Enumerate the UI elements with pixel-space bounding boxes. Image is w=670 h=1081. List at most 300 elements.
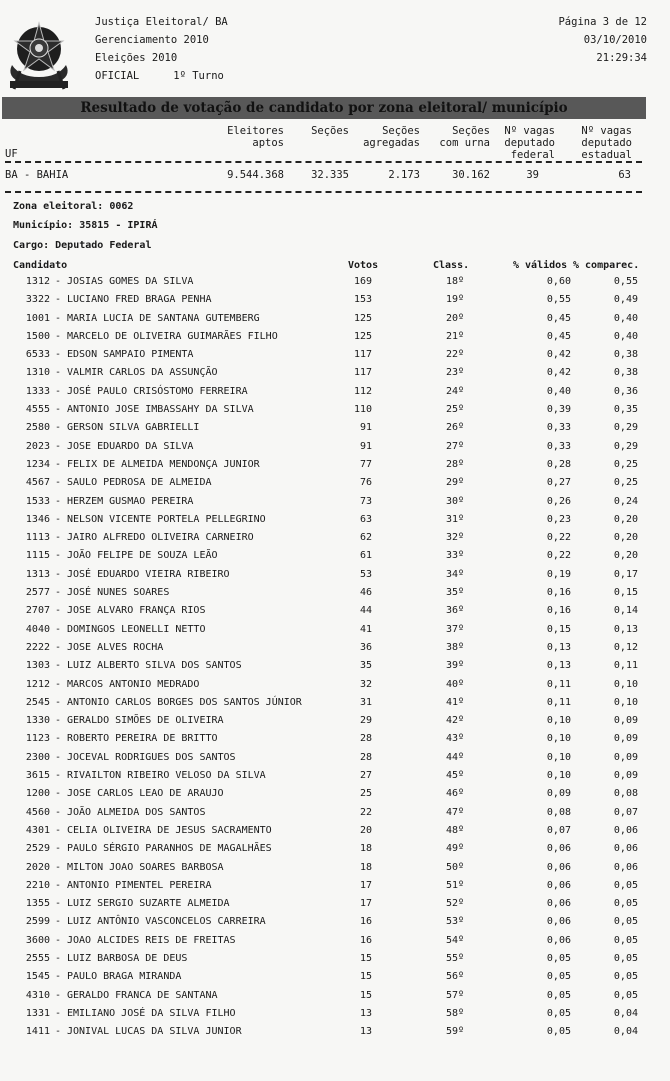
candidate-turnout-pct: 0,12 xyxy=(613,641,638,653)
candidate-votes: 117 xyxy=(353,367,372,379)
candidate-name: MARCOS ANTONIO MEDRADO xyxy=(67,678,200,690)
separator-dash: - xyxy=(55,605,62,617)
table-row xyxy=(0,349,670,367)
candidate-votes: 18 xyxy=(359,861,372,873)
candidate-number: 3600 xyxy=(25,934,50,946)
candidate-number: 2555 xyxy=(25,952,50,964)
candidate-rank: 46º xyxy=(445,788,464,800)
candidate-name: JOSE ALVES ROCHA xyxy=(67,641,164,653)
candidate-turnout-pct: 0,05 xyxy=(613,989,638,1001)
candidate-rank: 37º xyxy=(445,623,464,635)
summary-secoes: 32.335 xyxy=(311,169,349,181)
candidate-number: 1545 xyxy=(25,971,50,983)
candidate-number: 2707 xyxy=(25,605,50,617)
separator-dash: - xyxy=(55,861,62,873)
candidate-name: MARIA LUCIA DE SANTANA GUTEMBERG xyxy=(67,312,260,324)
candidate-turnout-pct: 0,29 xyxy=(613,440,638,452)
table-row xyxy=(0,587,670,605)
coat-of-arms-emblem xyxy=(2,15,76,93)
separator-dash: - xyxy=(55,788,62,800)
separator-dash: - xyxy=(55,294,62,306)
candidate-number: 2580 xyxy=(25,422,50,434)
official-line xyxy=(95,67,228,85)
candidate-number: 1310 xyxy=(25,367,50,379)
table-row xyxy=(0,880,670,898)
table-row xyxy=(0,916,670,934)
candidate-valid-pct: 0,06 xyxy=(546,843,571,855)
candidate-valid-pct: 0,19 xyxy=(546,568,571,580)
candidate-name: JOSÉ EDUARDO VIEIRA RIBEIRO xyxy=(67,568,230,580)
candidate-rank: 54º xyxy=(445,934,464,946)
candidate-name: ANTONIO PIMENTEL PEREIRA xyxy=(67,879,212,891)
candidate-votes: 31 xyxy=(359,696,372,708)
candidate-number: 1500 xyxy=(25,330,50,342)
candidate-number: 1533 xyxy=(25,495,50,507)
candidate-turnout-pct: 0,10 xyxy=(613,678,638,690)
separator-dash: - xyxy=(55,806,62,818)
candidate-votes: 73 xyxy=(359,495,372,507)
candidate-votes: 153 xyxy=(353,294,372,306)
table-row xyxy=(0,386,670,404)
candidate-votes: 22 xyxy=(359,806,372,818)
municipio-label: Município: 35815 - IPIRÁ xyxy=(13,220,158,231)
candidate-number: 1115 xyxy=(25,550,50,562)
candidate-valid-pct: 0,06 xyxy=(546,898,571,910)
candidate-votes: 63 xyxy=(359,513,372,525)
separator-dash: - xyxy=(55,934,62,946)
candidate-number: 1313 xyxy=(25,568,50,580)
candidate-number: 1123 xyxy=(25,733,50,745)
candidate-name: JOÃO ALMEIDA DOS SANTOS xyxy=(67,806,206,818)
table-row xyxy=(0,862,670,880)
candidate-votes: 117 xyxy=(353,349,372,361)
candidate-valid-pct: 0,16 xyxy=(546,605,571,617)
candidate-number: 4567 xyxy=(25,477,50,489)
separator-dash: - xyxy=(55,532,62,544)
candidate-valid-pct: 0,05 xyxy=(546,1007,571,1019)
candidate-name: LUCIANO FRED BRAGA PENHA xyxy=(67,294,212,306)
candidate-valid-pct: 0,13 xyxy=(546,660,571,672)
separator-dash: - xyxy=(55,770,62,782)
separator-dash: - xyxy=(55,1026,62,1038)
separator-dash: - xyxy=(55,843,62,855)
candidate-rank: 38º xyxy=(445,641,464,653)
candidate-votes: 29 xyxy=(359,715,372,727)
separator-dash: - xyxy=(55,623,62,635)
candidate-name: GERSON SILVA GABRIELLI xyxy=(67,422,200,434)
candidate-name: SAULO PEDROSA DE ALMEIDA xyxy=(67,477,212,489)
candidate-votes: 125 xyxy=(353,330,372,342)
candidate-name: ANTONIO CARLOS BORGES DOS SANTOS JÚNIOR xyxy=(67,696,302,708)
candidate-turnout-pct: 0,29 xyxy=(613,422,638,434)
table-row xyxy=(0,422,670,440)
candidate-rank: 44º xyxy=(445,751,464,763)
candidate-name: MARCELO DE OLIVEIRA GUIMARÃES FILHO xyxy=(67,330,278,342)
candidate-rank: 55º xyxy=(445,952,464,964)
candidate-turnout-pct: 0,09 xyxy=(613,733,638,745)
separator-dash: - xyxy=(55,1007,62,1019)
candidate-rank: 29º xyxy=(445,477,464,489)
candidate-rank: 48º xyxy=(445,824,464,836)
candidate-turnout-pct: 0,05 xyxy=(613,971,638,983)
candidate-number: 4040 xyxy=(25,623,50,635)
candidate-turnout-pct: 0,20 xyxy=(613,532,638,544)
candidate-valid-pct: 0,42 xyxy=(546,349,571,361)
candidate-name: JOÃO FELIPE DE SOUZA LEÃO xyxy=(67,550,218,562)
candidate-rank: 24º xyxy=(445,385,464,397)
candidate-valid-pct: 0,22 xyxy=(546,550,571,562)
separator-dash: - xyxy=(55,952,62,964)
separator-dash: - xyxy=(55,733,62,745)
table-row xyxy=(0,367,670,385)
candidate-valid-pct: 0,42 xyxy=(546,367,571,379)
candidate-rank: 40º xyxy=(445,678,464,690)
candidate-name: JOSE CARLOS LEAO DE ARAUJO xyxy=(67,788,224,800)
candidate-votes: 28 xyxy=(359,751,372,763)
candidate-number: 1303 xyxy=(25,660,50,672)
report-date: 03/10/2010 xyxy=(583,34,647,46)
candidate-votes: 91 xyxy=(359,422,372,434)
separator-dash: - xyxy=(55,495,62,507)
candidate-valid-pct: 0,05 xyxy=(546,971,571,983)
candidate-number: 4560 xyxy=(25,806,50,818)
official-label: OFICIAL xyxy=(95,70,140,82)
table-row xyxy=(0,825,670,843)
separator-dash: - xyxy=(55,696,62,708)
candidate-name: NELSON VICENTE PORTELA PELLEGRINO xyxy=(67,513,266,525)
table-row xyxy=(0,459,670,477)
candidate-rank: 23º xyxy=(445,367,464,379)
candidate-valid-pct: 0,39 xyxy=(546,404,571,416)
candidate-name: EMILIANO JOSÉ DA SILVA FILHO xyxy=(67,1007,236,1019)
table-row xyxy=(0,807,670,825)
candidate-votes: 20 xyxy=(359,824,372,836)
candidate-valid-pct: 0,55 xyxy=(546,294,571,306)
candidate-rank: 39º xyxy=(445,660,464,672)
org-name: Justiça Eleitoral/ BA xyxy=(95,16,228,28)
system-name: Gerenciamento 2010 xyxy=(95,34,209,46)
candidate-turnout-pct: 0,04 xyxy=(613,1007,638,1019)
candidate-rank: 45º xyxy=(445,770,464,782)
table-row xyxy=(0,898,670,916)
summary-row xyxy=(0,169,670,183)
summary-agregadas: 2.173 xyxy=(388,169,420,181)
candidate-votes: 36 xyxy=(359,641,372,653)
candidate-votes: 17 xyxy=(359,898,372,910)
col-validos: % válidos xyxy=(513,260,568,271)
candidate-turnout-pct: 0,40 xyxy=(613,330,638,342)
candidate-turnout-pct: 0,40 xyxy=(613,312,638,324)
candidate-valid-pct: 0,05 xyxy=(546,1026,571,1038)
candidate-votes: 76 xyxy=(359,477,372,489)
candidate-valid-pct: 0,10 xyxy=(546,770,571,782)
separator-dash: - xyxy=(55,587,62,599)
candidate-number: 1333 xyxy=(25,385,50,397)
candidate-rank: 33º xyxy=(445,550,464,562)
header-secoes: Seções xyxy=(311,125,349,137)
separator-dash: - xyxy=(55,330,62,342)
candidate-valid-pct: 0,27 xyxy=(546,477,571,489)
candidate-turnout-pct: 0,09 xyxy=(613,770,638,782)
candidate-votes: 35 xyxy=(359,660,372,672)
candidate-number: 2545 xyxy=(25,696,50,708)
candidate-votes: 53 xyxy=(359,568,372,580)
candidate-rank: 49º xyxy=(445,843,464,855)
candidate-rank: 50º xyxy=(445,861,464,873)
candidate-valid-pct: 0,09 xyxy=(546,788,571,800)
table-row xyxy=(0,1008,670,1026)
table-row xyxy=(0,294,670,312)
candidate-name: LUIZ ALBERTO SILVA DOS SANTOS xyxy=(67,660,242,672)
candidate-name: JOSE ALVARO FRANÇA RIOS xyxy=(67,605,206,617)
separator-dash: - xyxy=(55,440,62,452)
candidate-rank: 25º xyxy=(445,404,464,416)
candidate-name: VALMIR CARLOS DA ASSUNÇÃO xyxy=(67,367,218,379)
header-vagas-federal: Nº vagas deputado federal xyxy=(504,125,555,161)
candidate-votes: 41 xyxy=(359,623,372,635)
candidate-name: GERALDO SIMÕES DE OLIVEIRA xyxy=(67,715,224,727)
report-time: 21:29:34 xyxy=(596,52,647,64)
separator-dash: - xyxy=(55,751,62,763)
separator-dash: - xyxy=(55,477,62,489)
candidate-votes: 62 xyxy=(359,532,372,544)
candidate-name: PAULO SÉRGIO PARANHOS DE MAGALHÃES xyxy=(67,843,272,855)
candidate-valid-pct: 0,10 xyxy=(546,733,571,745)
candidate-number: 1001 xyxy=(25,312,50,324)
candidate-votes: 25 xyxy=(359,788,372,800)
table-row xyxy=(0,733,670,751)
candidate-number: 4555 xyxy=(25,404,50,416)
candidate-turnout-pct: 0,13 xyxy=(613,623,638,635)
summary-com-urna: 30.162 xyxy=(452,169,490,181)
header-eleitores: Eleitores aptos xyxy=(227,125,284,149)
candidate-votes: 16 xyxy=(359,916,372,928)
candidate-number: 6533 xyxy=(25,349,50,361)
candidate-number: 4310 xyxy=(25,989,50,1001)
candidate-number: 2300 xyxy=(25,751,50,763)
candidate-votes: 32 xyxy=(359,678,372,690)
col-candidato: Candidato xyxy=(13,260,68,271)
table-row xyxy=(0,697,670,715)
separator-dash: - xyxy=(55,349,62,361)
candidate-rank: 59º xyxy=(445,1026,464,1038)
candidate-rank: 19º xyxy=(445,294,464,306)
table-row xyxy=(0,953,670,971)
candidate-valid-pct: 0,16 xyxy=(546,587,571,599)
table-row xyxy=(0,971,670,989)
candidate-rank: 42º xyxy=(445,715,464,727)
header-uf: UF xyxy=(5,148,18,160)
candidate-name: JONIVAL LUCAS DA SILVA JUNIOR xyxy=(67,1026,242,1038)
candidate-rank: 27º xyxy=(445,440,464,452)
candidate-name: ANTONIO JOSE IMBASSAHY DA SILVA xyxy=(67,404,254,416)
candidate-name: JOCEVAL RODRIGUES DOS SANTOS xyxy=(67,751,236,763)
candidate-number: 3322 xyxy=(25,294,50,306)
col-class: Class. xyxy=(433,260,470,271)
candidate-rank: 52º xyxy=(445,898,464,910)
candidate-valid-pct: 0,05 xyxy=(546,989,571,1001)
candidate-number: 1113 xyxy=(25,532,50,544)
candidate-valid-pct: 0,23 xyxy=(546,513,571,525)
candidate-number: 1331 xyxy=(25,1007,50,1019)
candidate-valid-pct: 0,45 xyxy=(546,330,571,342)
candidate-turnout-pct: 0,14 xyxy=(613,605,638,617)
candidate-rank: 43º xyxy=(445,733,464,745)
separator-dash: - xyxy=(55,971,62,983)
candidate-name: GERALDO FRANCA DE SANTANA xyxy=(67,989,218,1001)
candidate-name: LUIZ ANTÔNIO VASCONCELOS CARREIRA xyxy=(67,916,266,928)
table-row xyxy=(0,1026,670,1044)
separator-dash: - xyxy=(55,385,62,397)
candidate-number: 4301 xyxy=(25,824,50,836)
page-indicator: Página 3 de 12 xyxy=(558,16,647,28)
table-row xyxy=(0,313,670,331)
table-row xyxy=(0,477,670,495)
candidate-number: 2599 xyxy=(25,916,50,928)
candidate-valid-pct: 0,45 xyxy=(546,312,571,324)
candidate-valid-pct: 0,40 xyxy=(546,385,571,397)
candidate-valid-pct: 0,28 xyxy=(546,458,571,470)
table-row xyxy=(0,990,670,1008)
candidate-rank: 20º xyxy=(445,312,464,324)
table-row xyxy=(0,679,670,697)
candidate-name: ROBERTO PEREIRA DE BRITTO xyxy=(67,733,218,745)
candidate-valid-pct: 0,05 xyxy=(546,952,571,964)
candidate-votes: 169 xyxy=(353,276,372,287)
candidate-name: PAULO BRAGA MIRANDA xyxy=(67,971,182,983)
candidate-table xyxy=(0,276,670,1044)
separator-dash: - xyxy=(55,715,62,727)
candidate-turnout-pct: 0,11 xyxy=(613,660,638,672)
candidate-votes: 16 xyxy=(359,934,372,946)
header-com-urna: Seções com urna xyxy=(439,125,490,149)
table-row xyxy=(0,770,670,788)
candidate-turnout-pct: 0,07 xyxy=(613,806,638,818)
separator-dash: - xyxy=(55,568,62,580)
candidate-number: 1234 xyxy=(25,458,50,470)
candidate-turnout-pct: 0,06 xyxy=(613,824,638,836)
candidate-votes: 110 xyxy=(353,404,372,416)
separator-dash: - xyxy=(55,312,62,324)
zona-label: Zona eleitoral: 0062 xyxy=(13,201,134,212)
table-row xyxy=(0,514,670,532)
header-vagas-estadual: Nº vagas deputado estadual xyxy=(581,125,632,161)
candidate-votes: 112 xyxy=(353,385,372,397)
candidate-turnout-pct: 0,20 xyxy=(613,513,638,525)
candidate-valid-pct: 0,11 xyxy=(546,678,571,690)
candidate-name: RIVAILTON RIBEIRO VELOSO DA SILVA xyxy=(67,770,266,782)
separator-dash: - xyxy=(55,550,62,562)
candidate-valid-pct: 0,06 xyxy=(546,916,571,928)
candidate-name: HERZEM GUSMAO PEREIRA xyxy=(67,495,194,507)
candidate-turnout-pct: 0,08 xyxy=(613,788,638,800)
candidate-turnout-pct: 0,10 xyxy=(613,696,638,708)
candidate-rank: 57º xyxy=(445,989,464,1001)
candidate-rank: 56º xyxy=(445,971,464,983)
summary-vagas-estadual: 63 xyxy=(618,169,631,181)
table-row xyxy=(0,605,670,623)
separator-dash: - xyxy=(55,513,62,525)
header-agregadas: Seções agregadas xyxy=(363,125,420,149)
candidate-number: 2577 xyxy=(25,587,50,599)
candidate-number: 1346 xyxy=(25,513,50,525)
candidate-number: 1355 xyxy=(25,898,50,910)
candidate-turnout-pct: 0,09 xyxy=(613,715,638,727)
table-row xyxy=(0,532,670,550)
candidate-votes: 15 xyxy=(359,952,372,964)
candidate-rank: 58º xyxy=(445,1007,464,1019)
candidate-rank: 36º xyxy=(445,605,464,617)
candidate-rank: 51º xyxy=(445,879,464,891)
table-row xyxy=(0,935,670,953)
candidate-turnout-pct: 0,05 xyxy=(613,916,638,928)
candidate-turnout-pct: 0,04 xyxy=(613,1026,638,1038)
separator-dash: - xyxy=(55,422,62,434)
candidate-valid-pct: 0,22 xyxy=(546,532,571,544)
candidate-votes: 77 xyxy=(359,458,372,470)
candidate-number: 1330 xyxy=(25,715,50,727)
candidate-votes: 18 xyxy=(359,843,372,855)
candidate-rank: 21º xyxy=(445,330,464,342)
candidate-turnout-pct: 0,25 xyxy=(613,458,638,470)
candidate-votes: 13 xyxy=(359,1026,372,1038)
candidate-valid-pct: 0,06 xyxy=(546,879,571,891)
separator-dash: - xyxy=(55,916,62,928)
candidate-votes: 44 xyxy=(359,605,372,617)
candidate-number: 1212 xyxy=(25,678,50,690)
election-name: Eleições 2010 xyxy=(95,52,178,64)
candidate-turnout-pct: 0,09 xyxy=(613,751,638,763)
candidate-rank: 32º xyxy=(445,532,464,544)
candidate-votes: 15 xyxy=(359,989,372,1001)
candidate-valid-pct: 0,08 xyxy=(546,806,571,818)
candidate-valid-pct: 0,33 xyxy=(546,440,571,452)
candidate-votes: 13 xyxy=(359,1007,372,1019)
separator-dash: - xyxy=(55,458,62,470)
table-row xyxy=(0,752,670,770)
candidate-rank: 18º xyxy=(445,276,464,287)
candidate-number: 1411 xyxy=(25,1026,50,1038)
separator-dash: - xyxy=(55,989,62,1001)
candidate-turnout-pct: 0,38 xyxy=(613,367,638,379)
separator-dash: - xyxy=(55,367,62,379)
candidate-number: 2020 xyxy=(25,861,50,873)
divider xyxy=(5,191,642,193)
candidate-number: 2210 xyxy=(25,879,50,891)
candidate-valid-pct: 0,26 xyxy=(546,495,571,507)
candidate-votes: 46 xyxy=(359,587,372,599)
candidate-valid-pct: 0,10 xyxy=(546,751,571,763)
col-votos: Votos xyxy=(348,260,379,271)
cargo-label: Cargo: Deputado Federal xyxy=(13,240,152,251)
candidate-name: FELIX DE ALMEIDA MENDONÇA JUNIOR xyxy=(67,458,260,470)
candidate-turnout-pct: 0,36 xyxy=(613,385,638,397)
candidate-turnout-pct: 0,06 xyxy=(613,861,638,873)
candidate-valid-pct: 0,60 xyxy=(546,276,571,287)
table-row xyxy=(0,715,670,733)
candidate-votes: 91 xyxy=(359,440,372,452)
candidate-turnout-pct: 0,06 xyxy=(613,843,638,855)
table-row xyxy=(0,404,670,422)
summary-uf: BA - BAHIA xyxy=(5,169,69,181)
candidate-name: MILTON JOAO SOARES BARBOSA xyxy=(67,861,224,873)
candidate-name: JOAO ALCIDES REIS DE FREITAS xyxy=(67,934,236,946)
table-row xyxy=(0,788,670,806)
candidate-turnout-pct: 0,24 xyxy=(613,495,638,507)
separator-dash: - xyxy=(55,898,62,910)
separator-dash: - xyxy=(55,660,62,672)
table-row xyxy=(0,550,670,568)
